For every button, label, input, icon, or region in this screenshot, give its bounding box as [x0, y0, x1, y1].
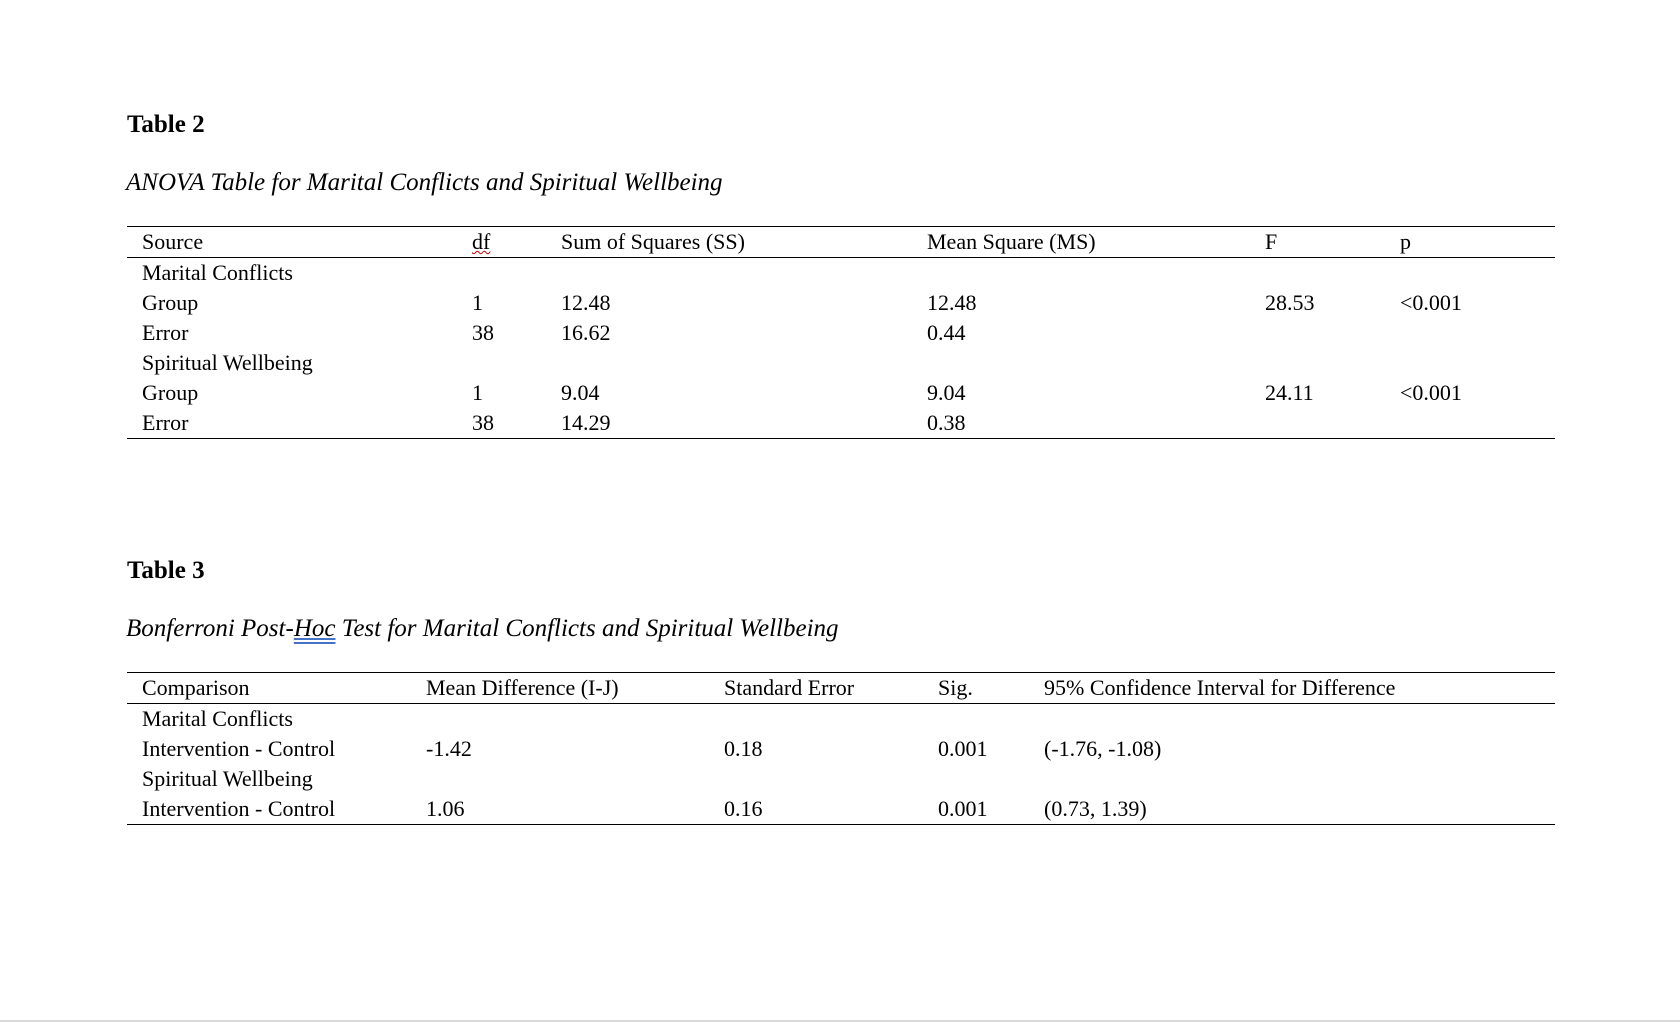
table-cell: 0.16	[724, 794, 938, 825]
table-cell: Intervention - Control	[127, 794, 426, 825]
table-cell: 0.38	[927, 408, 1265, 439]
table-cell	[724, 704, 938, 735]
column-header: p	[1400, 227, 1555, 258]
table-3-label: Table 3	[127, 557, 205, 584]
grammar-marked-text: Hoc	[293, 615, 336, 642]
table-cell: 12.48	[927, 290, 977, 315]
table-row	[127, 704, 1555, 735]
column-header	[472, 227, 561, 258]
table-cell	[472, 258, 561, 289]
table-cell	[426, 764, 724, 794]
spellcheck-marked-text: df	[472, 229, 491, 254]
column-header: Mean Square (MS)	[927, 227, 1265, 258]
table-cell: Group	[142, 290, 199, 315]
table-cell: 24.11	[1265, 380, 1314, 405]
table-row	[127, 318, 1555, 348]
column-header: Source	[127, 227, 472, 258]
table-cell: 0.001	[938, 794, 1044, 825]
table-cell: 12.48	[561, 290, 611, 315]
bonferroni-table	[127, 672, 1555, 825]
table-cell: 1.06	[426, 794, 724, 825]
table-header-row	[127, 227, 1555, 258]
table-3-title	[126, 614, 839, 644]
table-cell	[1400, 258, 1555, 289]
column-header: Sum of Squares (SS)	[561, 227, 927, 258]
table-row	[127, 348, 1555, 378]
column-header: Sig.	[938, 673, 1044, 704]
table-cell: <0.001	[1400, 380, 1462, 405]
column-header: F	[1265, 227, 1400, 258]
table-cell: 16.62	[561, 320, 611, 345]
table-3-title-prefix: Bonferroni Post-	[126, 615, 294, 642]
table-cell: 38	[472, 408, 561, 439]
table-row	[127, 734, 1555, 764]
table-cell: (-1.76, -1.08)	[1044, 736, 1162, 761]
table-cell	[724, 764, 938, 794]
table-row	[127, 258, 1555, 289]
table-cell	[472, 348, 561, 378]
column-header: Comparison	[127, 673, 426, 704]
table-cell	[938, 704, 1044, 735]
table-cell	[927, 348, 1265, 378]
table-cell	[1044, 764, 1555, 794]
table-row	[127, 764, 1555, 794]
table-cell: Error	[142, 320, 189, 345]
table-row	[127, 378, 1555, 408]
table-cell: Marital Conflicts	[142, 260, 293, 285]
table-cell: 14.29	[561, 408, 927, 439]
table-cell: 9.04	[561, 380, 600, 405]
table-cell	[927, 258, 1265, 289]
table-cell: Marital Conflicts	[142, 706, 293, 731]
table-cell	[1265, 258, 1400, 289]
column-header: Standard Error	[724, 673, 938, 704]
table-cell: 0.001	[938, 736, 988, 761]
table-cell: (0.73, 1.39)	[1044, 794, 1555, 825]
column-header: 95% Confidence Interval for Difference	[1044, 673, 1555, 704]
table-cell: Error	[127, 408, 472, 439]
table-cell	[1265, 408, 1400, 439]
table-cell	[426, 704, 724, 735]
table-2-label: Table 2	[127, 111, 205, 138]
table-3-title-suffix: Test for Marital Conflicts and Spiritual Wellbeing	[335, 615, 839, 642]
table-cell: Spiritual Wellbeing	[142, 350, 313, 375]
table-cell: 0.44	[927, 320, 966, 345]
table-cell: 28.53	[1265, 290, 1315, 315]
table-cell: Group	[142, 380, 199, 405]
table-cell	[1400, 318, 1555, 348]
table-cell	[938, 764, 1044, 794]
table-row	[127, 408, 1555, 439]
table-cell	[1044, 704, 1555, 735]
table-cell: 1	[472, 290, 483, 315]
anova-table	[127, 226, 1555, 439]
table-cell	[1265, 318, 1400, 348]
table-cell: -1.42	[426, 736, 472, 761]
table-cell: 9.04	[927, 380, 966, 405]
table-cell: <0.001	[1400, 290, 1462, 315]
table-row	[127, 288, 1555, 318]
table-cell: Intervention - Control	[142, 736, 336, 761]
table-cell	[561, 258, 927, 289]
table-cell: 38	[472, 320, 494, 345]
table-cell	[1400, 348, 1555, 378]
table-cell	[561, 348, 927, 378]
table-cell: 0.18	[724, 736, 763, 761]
table-2-title: ANOVA Table for Marital Conflicts and Spiritual Wellbeing	[126, 169, 723, 196]
table-cell	[1265, 348, 1400, 378]
table-cell	[1400, 408, 1555, 439]
table-row	[127, 794, 1555, 825]
column-header: Mean Difference (I-J)	[426, 673, 724, 704]
table-cell: 1	[472, 380, 483, 405]
table-cell: Spiritual Wellbeing	[142, 766, 313, 791]
table-header-row	[127, 673, 1555, 704]
